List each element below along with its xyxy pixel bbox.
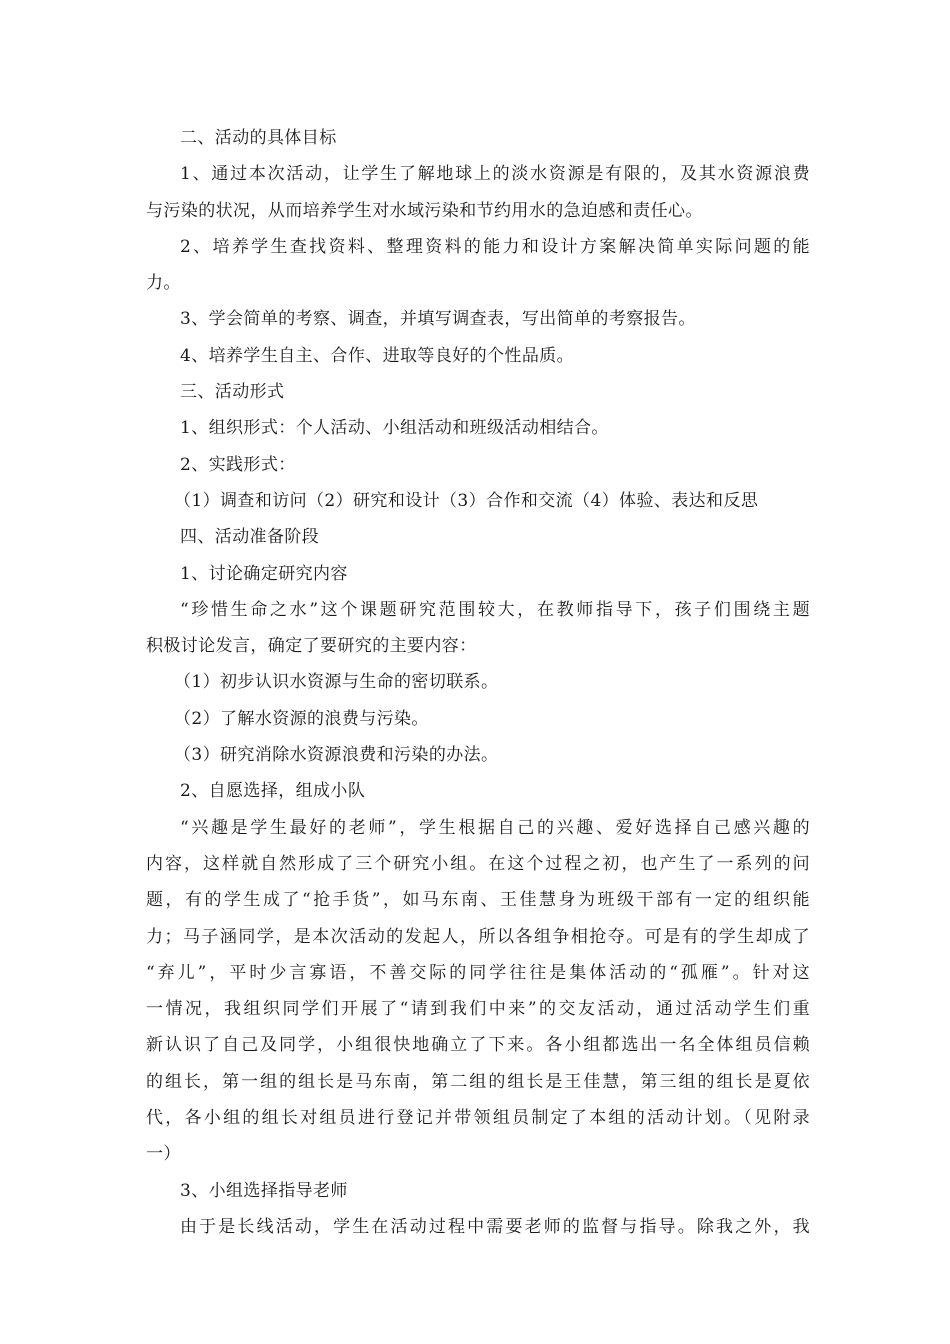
text-line: （3）研究消除水资源浪费和污染的办法。 [174, 745, 499, 766]
text-line: 四、活动准备阶段 [180, 527, 320, 548]
text-line: （2）了解水资源的浪费与污染。 [174, 708, 429, 729]
document-body [146, 120, 810, 1245]
text-line: 三、活动形式 [180, 382, 285, 403]
text-line: 的组长，第一组的组长是马东南，第二组的组长是王佳慧，第三组的组长是夏依 [146, 1071, 810, 1092]
text-line: 2、培养学生查找资料、整理资料的能力和设计方案解决简单实际问题的能 [180, 236, 810, 257]
text-line: 题，有的学生成了“抢手货”，如马东南、王佳慧身为班级干部有一定的组织能 [146, 890, 810, 911]
text-line: 力；马子涵同学，是本次活动的发起人，所以各组争相抢夺。可是有的学生却成了 [146, 926, 810, 947]
text-line: “珍惜生命之水”这个课题研究范围较大，在教师指导下，孩子们围绕主题 [180, 599, 810, 620]
text-line: 2、自愿选择，组成小队 [180, 781, 366, 802]
text-line: （1）调查和访问（2）研究和设计（3）合作和交流（4）体验、表达和反思 [174, 490, 759, 511]
text-line: 积极讨论发言，确定了要研究的主要内容： [146, 636, 477, 657]
text-line: 1、讨论确定研究内容 [180, 563, 348, 584]
text-line: 2、实践形式： [180, 454, 296, 475]
text-line: “弃儿”，平时少言寡语，不善交际的同学往往是集体活动的“孤雁”。针对这 [146, 962, 810, 983]
text-line: 一） [146, 1144, 181, 1165]
text-line: 一情况，我组织同学们开展了“请到我们中来”的交友活动，通过活动学生们重 [146, 999, 810, 1020]
text-line: 新认识了自己及同学，小组很快地确立了下来。各小组都选出一名全体组员信赖 [146, 1035, 810, 1056]
text-line: “兴趣是学生最好的老师”，学生根据自己的兴趣、爱好选择自己感兴趣的 [180, 817, 810, 838]
text-line: 二、活动的具体目标 [180, 128, 337, 148]
text-line: 1、组织形式：个人活动、小组活动和班级活动相结合。 [180, 418, 609, 439]
text-line: 由于是长线活动，学生在活动过程中需要老师的监督与指导。除我之外，我 [180, 1216, 810, 1237]
text-line: 与污染的状况，从而培养学生对水域污染和节约用水的急迫感和责任心。 [146, 200, 703, 221]
text-line: （1）初步认识水资源与生命的密切联系。 [174, 672, 499, 693]
text-line: 4、培养学生自主、合作、进取等良好的个性品质。 [180, 345, 575, 366]
text-line: 力。 [146, 273, 181, 294]
text-line: 3、小组选择指导老师 [180, 1180, 348, 1201]
text-line: 1、通过本次活动，让学生了解地球上的淡水资源是有限的，及其水资源浪费 [180, 164, 810, 185]
text-line: 代，各小组的组长对组员进行登记并带领组员制定了本组的活动计划。（见附录 [146, 1108, 810, 1129]
text-line: 3、学会简单的考察、调查，并填写调查表，写出简单的考察报告。 [180, 309, 696, 330]
text-line: 内容，这样就自然形成了三个研究小组。在这个过程之初，也产生了一系列的问 [146, 853, 810, 874]
